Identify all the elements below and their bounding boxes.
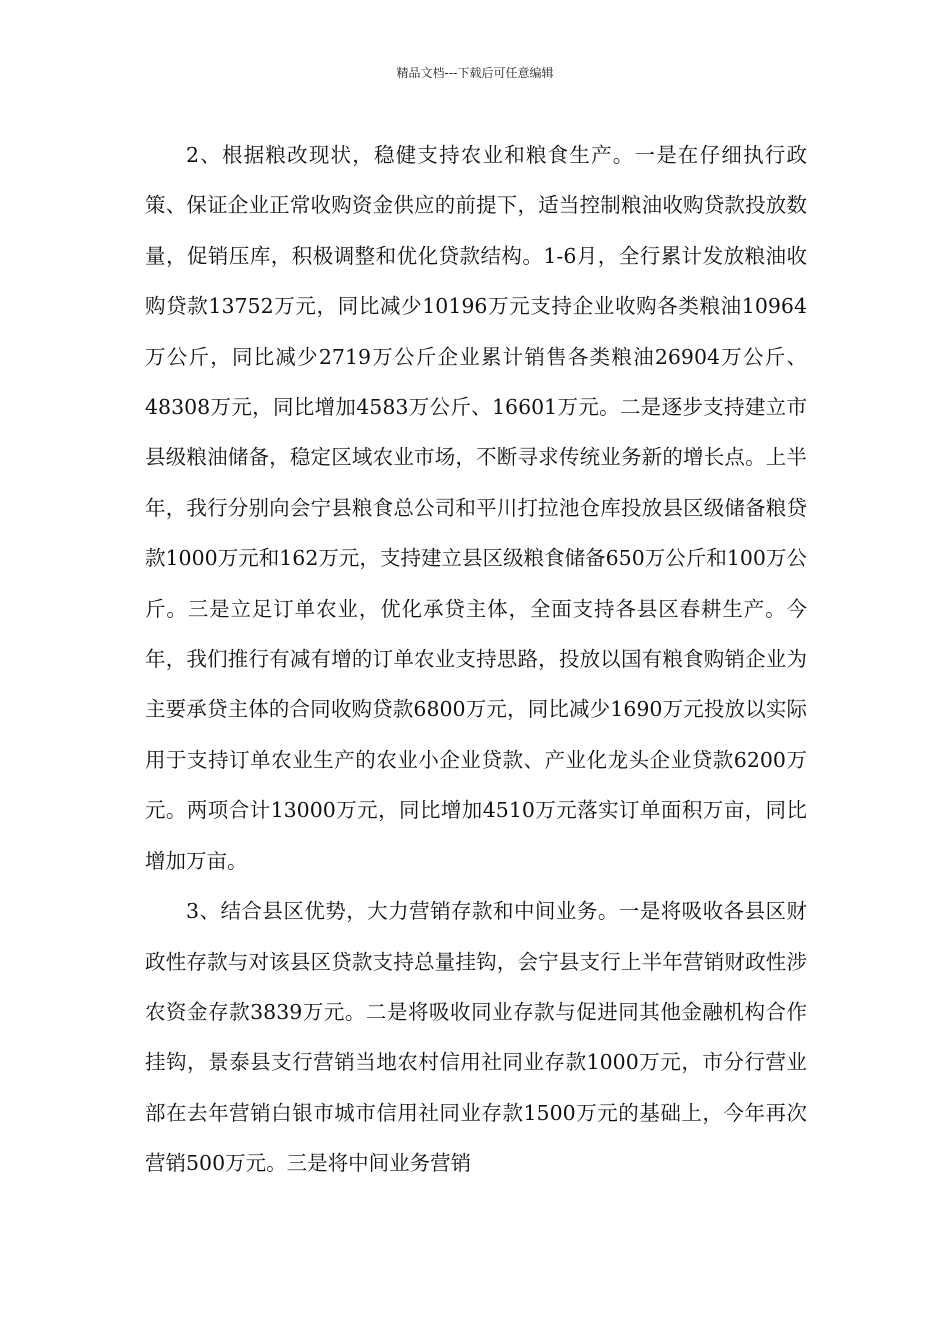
document-body [145, 130, 807, 1189]
page-header: 精品文档---下载后可任意编辑 [396, 66, 554, 80]
paragraph-deposits-intermediate: 3、结合县区优势，大力营销存款和中间业务。一是将吸收各县区财政性存款与对该县区贷款支持总量挂钩，会宁县支行上半年营销财政性涉农资金存款3839万元。二是将吸收同业存款与促进同其他金融机构合作挂钩，景泰县支行营销当地农村信用社同业存款1000万元，市分行营业部在去年营销白银市城市信用社同业存款1500万元的基础上，今年再次营销500万元。三是将中间业务营销 [145, 899, 807, 1176]
paragraph-grain-production: 2、根据粮改现状，稳健支持农业和粮食生产。一是在仔细执行政策、保证企业正常收购资金供应的前提下，适当控制粮油收购贷款投放数量，促销压库，积极调整和优化贷款结构。1-6月，全行累计发放粮油收购贷款13752万元，同比减少10196万元支持企业收购各类粮油10964万公斤，同比减少2719万公斤企业累计销售各类粮油26904万公斤、48308万元，同比增加4583万公斤、16601万元。二是逐步支持建立市县级粮油储备，稳定区域农业市场，不断寻求传统业务新的增长点。上半年，我行分别向会宁县粮食总公司和平川打拉池仓库投放县区级储备粮贷款1000万元和162万元，支持建立县区级粮食储备650万公斤和100万公斤。三是立足订单农业，优化承贷主体，全面支持各县区春耕生产。今年，我们推行有减有增的订单农业支持思路，投放以国有粮食购销企业为主要承贷主体的合同收购贷款6800万元，同比减少1690万元投放以实际用于支持订单农业生产的农业小企业贷款、产业化龙头企业贷款6200万元。两项合计13000万元，同比增加4510万元落实订单面积万亩，同比增加万亩。 [145, 143, 807, 873]
